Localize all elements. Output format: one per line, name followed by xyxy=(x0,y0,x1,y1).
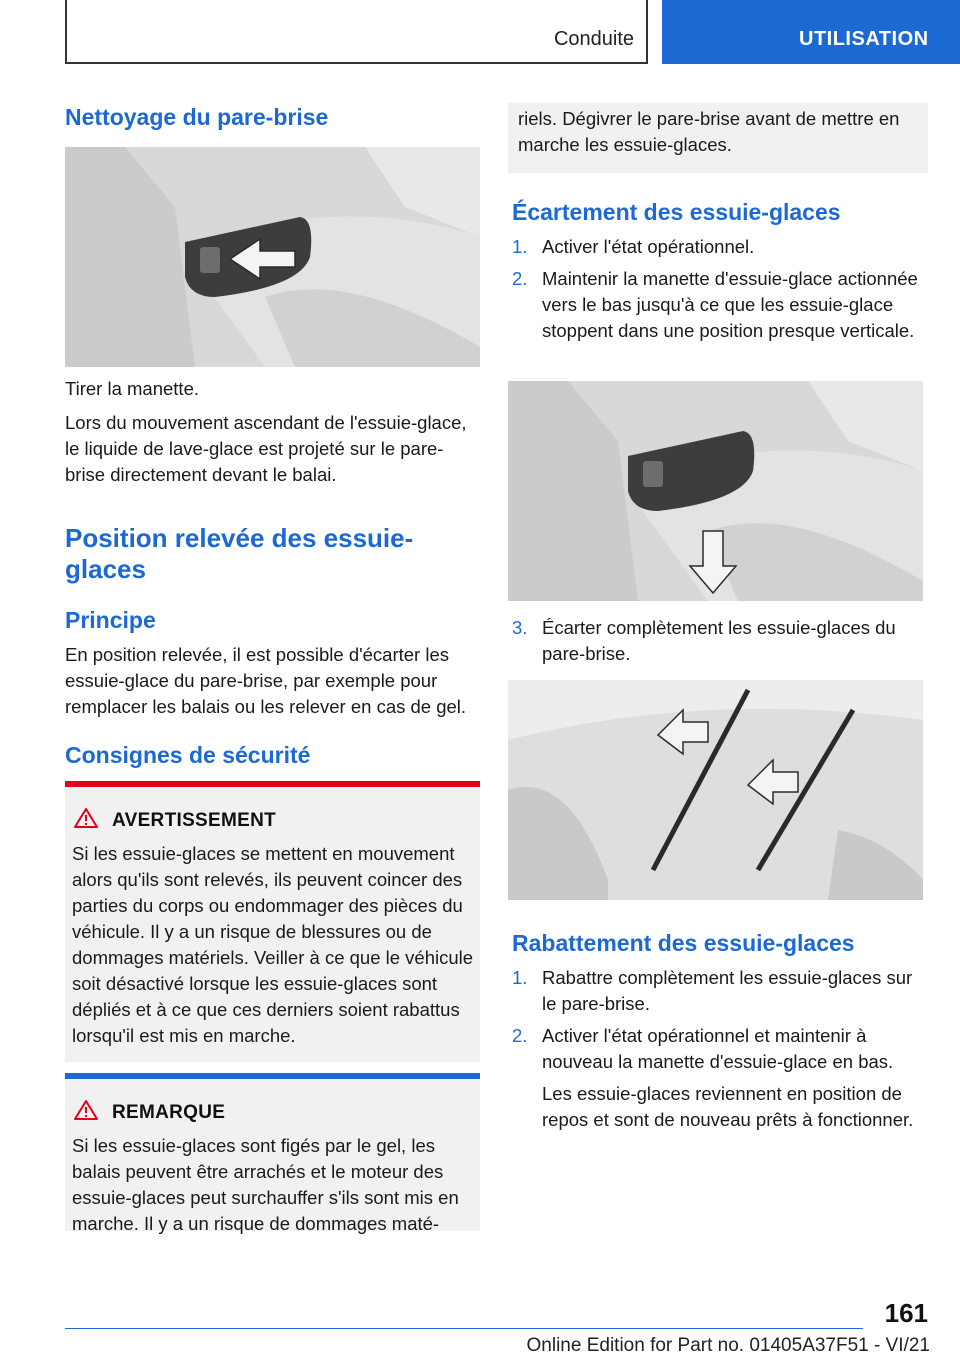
para-mouvement: Lors du mouvement ascendant de l'essuie-glace, le liquide de lave-glace est projeté sur le pare-brise directement devant le balai. xyxy=(65,412,467,485)
warning-text: Si les essuie-glaces se mettent en mouvement alors qu'ils sont relevés, ils peuvent coincer des parties du corps ou endommager des pièces du véhicule. Il y a un risque de blessures ou de dommages matériels. Veiller à ce que le véhicule soit désactivé lorsque les essuie-glaces sont dépliés et à ce que ces derniers soient rabattus lorsqu'il est mis en marche. xyxy=(72,843,474,1046)
list-item xyxy=(512,1023,928,1133)
list-item xyxy=(512,965,928,1017)
para-tirer: Tirer la manette. xyxy=(65,378,199,399)
step-text: Activer l'état opérationnel. xyxy=(542,236,755,257)
list-item xyxy=(512,266,928,344)
footer-divider xyxy=(65,1328,863,1329)
step-subtext: Les essuie-glaces reviennent en position de repos et sont de nouveau prêts à fonctionner. xyxy=(542,1083,914,1130)
step-number: 1. xyxy=(512,236,528,257)
warning-box xyxy=(65,787,480,1062)
para-principe: En position relevée, il est possible d'écarter les essuie-glace du pare-brise, par exemple pour remplacer les balais ou les relever en cas de gel. xyxy=(65,644,467,717)
step-text: Rabattre complètement les essuie-glaces sur le pare-brise. xyxy=(542,967,913,1014)
steps-ecartement-3 xyxy=(512,615,928,673)
header-section-title: Conduite xyxy=(553,28,634,50)
heading-consignes: Consignes de sécurité xyxy=(65,742,311,768)
step-text: Maintenir la manette d'essuie-glace actionnée vers le bas jusqu'à ce que les essuie-glace stoppent dans une position presque verticale. xyxy=(542,268,918,341)
notice-title: REMARQUE xyxy=(112,1102,226,1123)
step-number: 3. xyxy=(512,617,528,638)
step-number: 2. xyxy=(512,1025,528,1046)
notice-text: Si les essuie-glaces sont figés par le gel, les balais peuvent être arrachés et le moteur des essuie-glaces peut surchauffer s'ils sont mis en marche. Il y a un risque de dommages maté- xyxy=(72,1135,459,1234)
page-number: 161 xyxy=(884,1298,928,1328)
heading-nettoyage: Nettoyage du pare-brise xyxy=(65,104,329,130)
notice-box xyxy=(65,1079,480,1234)
warning-title: AVERTISSEMENT xyxy=(112,810,277,831)
heading-rabattement: Rabattement des essuie-glaces xyxy=(512,930,855,956)
step-number: 1. xyxy=(512,967,528,988)
steps-rabattement xyxy=(512,965,928,1139)
step-text: Écarter complètement les essuie-glaces du pare-brise. xyxy=(542,617,896,664)
step-text: Activer l'état opérationnel et maintenir à nouveau la manette d'essuie-glace en bas. xyxy=(542,1025,894,1072)
notice-box-continued xyxy=(508,103,928,173)
header-section-box xyxy=(65,0,648,64)
list-item xyxy=(512,234,928,260)
list-item xyxy=(512,615,928,667)
step-number: 2. xyxy=(512,268,528,289)
header-chapter-tab xyxy=(662,0,960,64)
steps-ecartement-1-2 xyxy=(512,234,928,350)
wiper-lever-pull-illustration xyxy=(65,147,480,367)
warning-triangle-icon xyxy=(73,807,99,829)
notice-triangle-icon xyxy=(73,1099,99,1121)
header-chapter-title: UTILISATION xyxy=(799,28,929,50)
heading-position-relevee: Position relevée des essuie-glaces xyxy=(65,523,414,584)
wipers-raised-windshield-illustration xyxy=(508,680,923,900)
heading-ecartement: Écartement des essuie-glaces xyxy=(512,199,841,225)
wiper-lever-push-down-illustration xyxy=(508,381,923,601)
footer-edition: Online Edition for Part no. 01405A37F51 - VI/21 xyxy=(526,1335,930,1356)
heading-principe: Principe xyxy=(65,607,156,633)
notice-text-continued: riels. Dégivrer le pare-brise avant de mettre en marche les essuie-glaces. xyxy=(518,108,900,155)
